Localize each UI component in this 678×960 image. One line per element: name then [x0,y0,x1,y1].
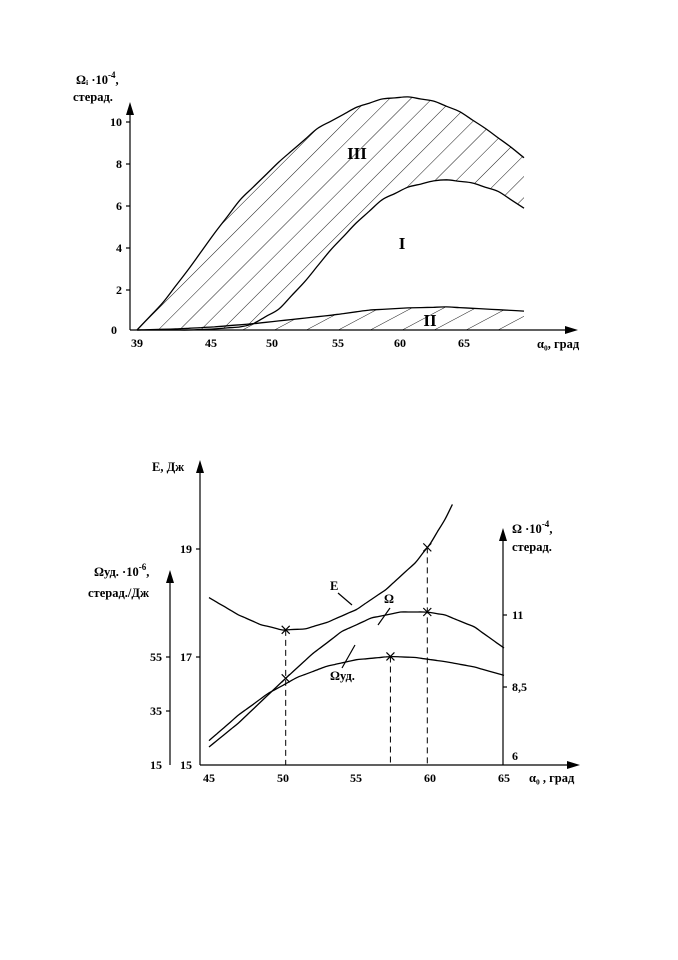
chart1-y-tick-label: 2 [116,283,122,297]
region-II-hatch [240,307,524,330]
chart2-omega-sp-axis-unit: стерад./Дж [88,586,150,600]
chart2-omega-sp-tick-label: 35 [150,704,162,718]
chart2-x-tick-label: 50 [277,771,289,785]
curve-label-E: E [330,579,339,593]
chart2-omega-axis-unit: стерад. [512,540,552,554]
chart2-E-tick-label: 15 [180,758,192,772]
chart1-x-tick-label: 39 [131,336,143,350]
chart1-y-label: Ωᵢ $\cdot 10^{-4}$, [76,70,119,87]
chart2-curve-labels [330,579,394,683]
chart2-x-tick-label: 45 [203,771,215,785]
chart2-omega-arrow-icon [499,528,507,541]
chart1-y-unit: стерад. [73,90,113,104]
chart2-guide-lines [286,547,428,765]
curve-omega-specific [209,657,504,741]
chart1-y-arrow-icon [126,102,134,115]
chart2-omega-sp-axis-label: Ωуд. $\cdot 10^{-6}$, [94,562,150,579]
chart2-omega-tick-label: 11 [512,608,524,622]
chart2-E-tick-label: 17 [180,650,192,664]
chart2-E-axis-label: E, Дж [152,460,185,474]
chart1-y-tick-label: 4 [116,241,122,255]
chart2-omega-tick-label: 8,5 [512,680,527,694]
chart2-x-tick-label: 55 [350,771,362,785]
region-label-I: I [398,234,406,253]
chart2-omega-axis-label: $\Omega \cdot 10^{-4}$, [512,519,553,536]
chart1-y-tick-label: 8 [116,157,122,171]
chart1-x-ticks [131,336,470,350]
chart2-axis-labels [88,460,575,785]
chart2-x-tick-label: 60 [424,771,436,785]
chart2-E-tick-label: 19 [180,542,192,556]
region-III-hatch [137,97,524,330]
chart2-omega-sp-tick-label: 55 [150,650,162,664]
chart1-y-ticks [110,115,130,337]
chart1-y-tick-label: 6 [116,199,122,213]
chart1-x-tick-label: 45 [205,336,217,350]
chart1-x-arrow-icon [565,326,578,334]
chart2-x-tick-label: 65 [498,771,510,785]
chart1-x-tick-label: 65 [458,336,470,350]
chart2-x-arrow-icon [567,761,580,769]
chart1-y-tick-label: 0 [111,323,117,337]
chart2-curves [209,504,504,747]
curve-E [209,504,452,630]
chart2-omega-tick-label: 6 [512,749,518,763]
region-label-II: II [423,311,437,330]
chart1-y-tick-label: 10 [110,115,122,129]
chart1-x-tick-label: 50 [266,336,278,350]
chart1-x-label: α₀, град [537,337,580,351]
curve-label-omega-sp: Ωуд. [330,669,355,683]
chart2-E-arrow-icon [196,460,204,473]
curve-label-omega: Ω [384,592,395,606]
chart2-x-label: α₀ , град [529,771,575,785]
curve-omega [209,612,504,747]
region-label-III: III [347,144,367,163]
chart-regions [137,97,524,330]
chart2-omega-sp-arrow-icon [166,570,174,583]
chart2-omega-sp-tick-label: 15 [150,758,162,772]
chart1-x-tick-label: 60 [394,336,406,350]
chart1-x-tick-label: 55 [332,336,344,350]
